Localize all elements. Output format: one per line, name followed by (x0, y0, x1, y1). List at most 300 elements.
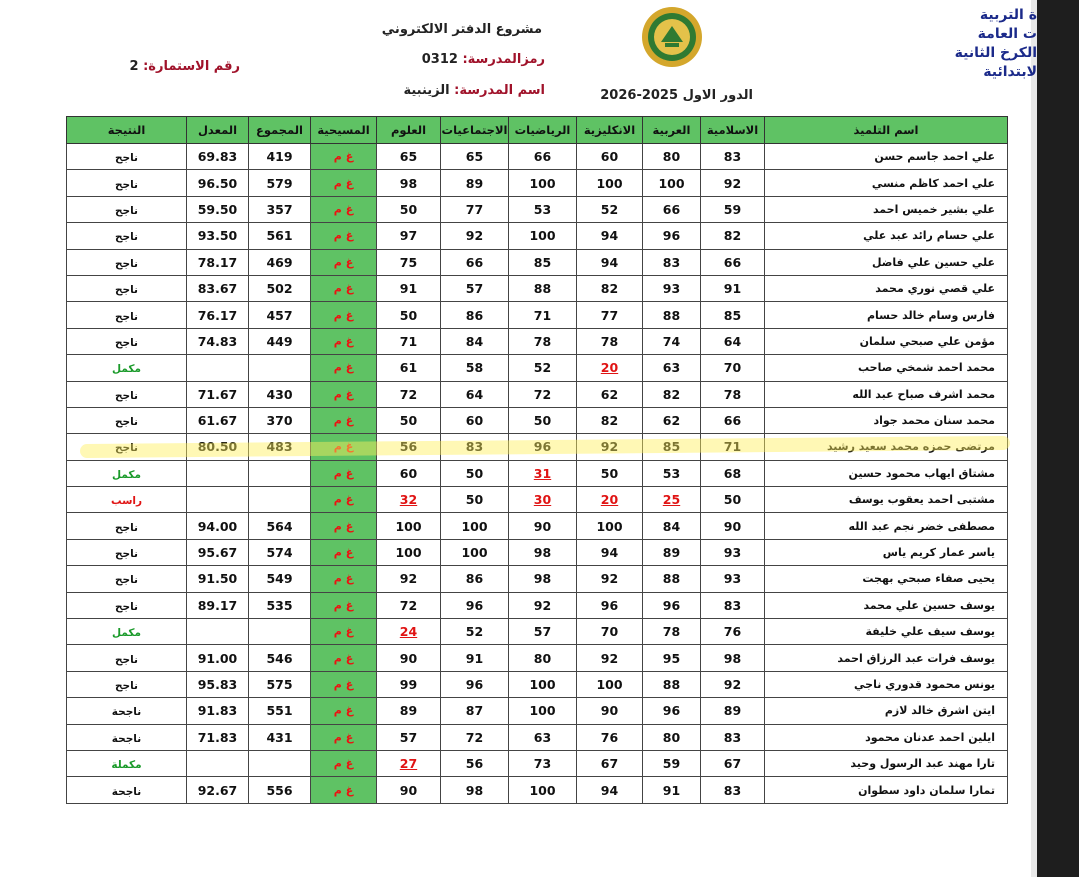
total-score-cell (249, 592, 311, 618)
result-status: ناجح (114, 600, 139, 613)
christian-grade-cell (311, 328, 377, 354)
islamic-grade: 91 (723, 281, 742, 297)
math-grade-cell (509, 671, 577, 697)
total-score: 546 (266, 650, 293, 666)
arabic-grade: 78 (662, 624, 681, 640)
arabic-grade-cell (643, 724, 701, 750)
table-row (67, 750, 1008, 776)
english-grade: 76 (600, 729, 619, 745)
social-grade-cell (441, 513, 509, 539)
average-score-cell (187, 539, 249, 565)
math-grade-cell (509, 566, 577, 592)
english-grade-cell (577, 381, 643, 407)
social-grade-cell (441, 724, 509, 750)
student-name: تمارا سلمان داود سطوان (858, 783, 995, 797)
math-grade: 100 (529, 703, 556, 719)
christian-grade: غ م (333, 704, 354, 718)
social-grade-cell (441, 645, 509, 671)
ministry-line: ت العامة (977, 26, 1037, 42)
social-grade: 91 (465, 650, 484, 666)
student-name-cell (765, 750, 1008, 776)
average-score-cell (187, 645, 249, 671)
student-name-cell (765, 539, 1008, 565)
english-grade-cell (577, 566, 643, 592)
total-score-cell (249, 328, 311, 354)
average-score-cell (187, 275, 249, 301)
total-score: 431 (266, 729, 293, 745)
islamic-grade: 82 (723, 228, 742, 244)
science-grade-cell (377, 671, 441, 697)
result-status: مكمل (111, 363, 142, 376)
english-grade-cell (577, 698, 643, 724)
english-grade: 92 (600, 650, 619, 666)
christian-grade: غ م (333, 546, 354, 560)
islamic-grade: 83 (723, 729, 742, 745)
christian-grade: غ م (333, 625, 354, 639)
math-grade-cell (509, 513, 577, 539)
student-name-cell (765, 671, 1008, 697)
total-score-cell (249, 566, 311, 592)
arabic-grade: 82 (662, 386, 681, 402)
science-grade: 56 (399, 439, 418, 455)
total-score-cell (249, 144, 311, 170)
student-name-cell (765, 619, 1008, 645)
arabic-grade-cell (643, 513, 701, 539)
christian-grade: غ م (333, 598, 354, 612)
science-grade-cell (377, 460, 441, 486)
science-grade: 75 (399, 254, 418, 270)
english-grade: 78 (600, 333, 619, 349)
math-grade-cell (509, 328, 577, 354)
result-status-cell (67, 355, 187, 381)
table-row (67, 328, 1008, 354)
result-status: ناجح (114, 653, 139, 666)
student-name-cell (765, 196, 1008, 222)
science-grade: 98 (399, 175, 418, 191)
result-status-cell (67, 698, 187, 724)
math-grade-cell (509, 144, 577, 170)
student-name-cell (765, 275, 1008, 301)
islamic-grade: 93 (723, 571, 742, 587)
average-score-cell (187, 460, 249, 486)
table-row (67, 671, 1008, 697)
science-grade: 90 (399, 650, 418, 666)
col-header-islamic: الاسلامية (701, 117, 765, 144)
science-grade-cell (377, 302, 441, 328)
total-score: 556 (266, 782, 293, 798)
math-grade: 31 (533, 465, 552, 481)
english-grade-cell (577, 355, 643, 381)
arabic-grade: 85 (662, 439, 681, 455)
islamic-grade-cell (701, 460, 765, 486)
total-score: 357 (266, 201, 293, 217)
science-grade-cell (377, 355, 441, 381)
table-row (67, 302, 1008, 328)
christian-grade: غ م (333, 730, 354, 744)
arabic-grade-cell (643, 592, 701, 618)
form-number-row (129, 59, 240, 74)
science-grade-cell (377, 487, 441, 513)
arabic-grade-cell (643, 302, 701, 328)
science-grade: 65 (399, 149, 418, 165)
islamic-grade: 64 (723, 333, 742, 349)
english-grade-cell (577, 460, 643, 486)
school-code-label: رمزالمدرسة: (462, 52, 545, 67)
social-grade: 86 (465, 571, 484, 587)
average-score-cell (187, 196, 249, 222)
student-name-cell (765, 170, 1008, 196)
project-title: مشروع الدفتر الالكتروني (381, 22, 542, 37)
science-grade-cell (377, 566, 441, 592)
islamic-grade-cell (701, 249, 765, 275)
result-status: ناجح (114, 680, 139, 692)
english-grade: 94 (600, 545, 619, 561)
islamic-grade-cell (701, 539, 765, 565)
form-number-label: رقم الاستمارة: (143, 59, 240, 74)
social-grade-cell (441, 487, 509, 513)
ministry-line: لابتدائية (983, 64, 1037, 80)
english-grade: 94 (600, 254, 619, 270)
result-status: ناجحة (111, 785, 142, 798)
average-score-cell (187, 407, 249, 433)
table-row (67, 539, 1008, 565)
result-status-cell (67, 328, 187, 354)
math-grade-cell (509, 407, 577, 433)
arabic-grade-cell (643, 407, 701, 433)
average-score: 80.50 (197, 439, 238, 455)
average-score: 93.50 (197, 228, 238, 244)
christian-grade: غ م (333, 334, 354, 348)
science-grade: 50 (399, 201, 418, 217)
english-grade-cell (577, 777, 643, 803)
islamic-grade-cell (701, 645, 765, 671)
result-status-cell (67, 592, 187, 618)
islamic-grade-cell (701, 223, 765, 249)
english-grade-cell (577, 302, 643, 328)
science-grade-cell (377, 698, 441, 724)
average-score-cell (187, 487, 249, 513)
table-row (67, 381, 1008, 407)
science-grade-cell (377, 750, 441, 776)
math-grade: 88 (533, 281, 552, 297)
social-grade: 66 (465, 254, 484, 270)
average-score: 94.00 (197, 518, 238, 534)
table-header-row (67, 117, 1008, 144)
christian-grade-cell (311, 144, 377, 170)
christian-grade: غ م (333, 150, 354, 164)
total-score: 370 (266, 413, 293, 429)
total-score: 561 (266, 228, 293, 244)
student-name: فارس وسام خالد حسام (866, 308, 995, 322)
social-grade-cell (441, 671, 509, 697)
christian-grade: غ م (333, 519, 354, 533)
christian-grade-cell (311, 460, 377, 486)
english-grade: 70 (600, 624, 619, 640)
total-score: 449 (266, 333, 293, 349)
student-name-cell (765, 487, 1008, 513)
table-row (67, 460, 1008, 486)
islamic-grade: 66 (723, 413, 742, 429)
table-row (67, 777, 1008, 803)
school-name-label: اسم المدرسة: (454, 83, 545, 98)
english-grade-cell (577, 328, 643, 354)
student-name: مشتاق ايهاب محمود حسين (848, 466, 995, 480)
science-grade-cell (377, 539, 441, 565)
math-grade: 90 (533, 518, 552, 534)
result-status: ناجح (114, 257, 139, 270)
result-status-cell (67, 777, 187, 803)
islamic-grade-cell (701, 750, 765, 776)
school-code-row (420, 52, 545, 67)
social-grade: 100 (461, 518, 488, 534)
christian-grade-cell (311, 750, 377, 776)
result-status: ناجح (114, 548, 139, 561)
student-name: يوسف فرات عبد الرزاق احمد (837, 651, 995, 665)
social-grade: 64 (465, 386, 484, 402)
result-status-cell (67, 381, 187, 407)
islamic-grade-cell (701, 566, 765, 592)
science-grade: 71 (399, 333, 418, 349)
english-grade: 100 (596, 518, 623, 534)
islamic-grade-cell (701, 144, 765, 170)
christian-grade: غ م (333, 229, 354, 243)
arabic-grade: 59 (662, 756, 681, 772)
islamic-grade-cell (701, 487, 765, 513)
social-grade-cell (441, 355, 509, 381)
social-grade: 52 (465, 624, 484, 640)
christian-grade-cell (311, 777, 377, 803)
christian-grade: غ م (333, 202, 354, 216)
total-score-cell (249, 671, 311, 697)
social-grade-cell (441, 592, 509, 618)
table-row (67, 355, 1008, 381)
social-grade-cell (441, 566, 509, 592)
social-grade: 57 (465, 281, 484, 297)
result-status: ناجحة (111, 732, 142, 745)
math-grade: 78 (533, 333, 552, 349)
average-score: 74.83 (197, 333, 238, 349)
total-score-cell (249, 645, 311, 671)
average-score: 91.00 (197, 650, 238, 666)
christian-grade-cell (311, 619, 377, 645)
christian-grade-cell (311, 724, 377, 750)
math-grade-cell (509, 381, 577, 407)
english-grade-cell (577, 196, 643, 222)
math-grade-cell (509, 724, 577, 750)
math-grade-cell (509, 223, 577, 249)
christian-grade-cell (311, 302, 377, 328)
result-status-cell (67, 249, 187, 275)
total-score-cell (249, 724, 311, 750)
ministry-line: الكرخ الثانية (954, 45, 1037, 61)
table-row (67, 645, 1008, 671)
math-grade-cell (509, 645, 577, 671)
average-score-cell (187, 328, 249, 354)
col-header-name: اسم التلميذ (765, 117, 1008, 144)
social-grade: 65 (465, 149, 484, 165)
islamic-grade: 98 (723, 650, 742, 666)
average-score: 83.67 (197, 281, 238, 297)
christian-grade: غ م (333, 282, 354, 296)
arabic-grade: 63 (662, 360, 681, 376)
arabic-grade-cell (643, 170, 701, 196)
col-header-arabic: العربية (643, 117, 701, 144)
average-score-cell (187, 592, 249, 618)
round-year-row (600, 88, 753, 103)
student-name-cell (765, 566, 1008, 592)
science-grade: 60 (399, 465, 418, 481)
student-name: ايتن اشرق خالد لازم (884, 704, 995, 718)
average-score-cell (187, 223, 249, 249)
math-grade-cell (509, 487, 577, 513)
student-name-cell (765, 592, 1008, 618)
arabic-grade-cell (643, 671, 701, 697)
christian-grade-cell (311, 671, 377, 697)
islamic-grade: 85 (723, 307, 742, 323)
arabic-grade-cell (643, 539, 701, 565)
total-score-cell (249, 407, 311, 433)
math-grade: 100 (529, 228, 556, 244)
islamic-grade: 92 (723, 175, 742, 191)
total-score-cell (249, 170, 311, 196)
math-grade: 63 (533, 729, 552, 745)
math-grade-cell (509, 539, 577, 565)
science-grade-cell (377, 407, 441, 433)
english-grade-cell (577, 671, 643, 697)
islamic-grade-cell (701, 592, 765, 618)
math-grade: 100 (529, 782, 556, 798)
arabic-grade-cell (643, 144, 701, 170)
arabic-grade: 91 (662, 782, 681, 798)
social-grade: 86 (465, 307, 484, 323)
result-status: ناجحة (111, 706, 142, 719)
arabic-grade: 80 (662, 729, 681, 745)
science-grade-cell (377, 275, 441, 301)
math-grade-cell (509, 777, 577, 803)
islamic-grade-cell (701, 355, 765, 381)
islamic-grade: 90 (723, 518, 742, 534)
arabic-grade-cell (643, 698, 701, 724)
total-score-cell (249, 777, 311, 803)
student-name: مرتضى حمزه محمد سعيد رشيد (826, 440, 995, 454)
result-status: ناجح (114, 152, 139, 165)
science-grade: 72 (399, 597, 418, 613)
student-name: علي احمد جاسم حسن (874, 150, 995, 164)
average-score: 96.50 (197, 175, 238, 191)
math-grade-cell (509, 355, 577, 381)
result-status: مكمل (111, 627, 142, 640)
total-score: 579 (266, 175, 293, 191)
arabic-grade-cell (643, 619, 701, 645)
student-name: محمد اشرف صباح عبد الله (852, 387, 995, 401)
math-grade: 98 (533, 571, 552, 587)
average-score: 71.67 (197, 386, 238, 402)
average-score-cell (187, 750, 249, 776)
science-grade-cell (377, 328, 441, 354)
christian-grade: غ م (333, 678, 354, 691)
total-score-cell (249, 223, 311, 249)
average-score-cell (187, 777, 249, 803)
islamic-grade-cell (701, 196, 765, 222)
math-grade: 98 (533, 545, 552, 561)
english-grade: 60 (600, 149, 619, 165)
result-status: مكملة (111, 759, 142, 772)
math-grade: 57 (533, 624, 552, 640)
social-grade-cell (441, 750, 509, 776)
arabic-grade: 89 (662, 545, 681, 561)
english-grade: 100 (596, 175, 623, 191)
student-name: علي احمد كاظم منسي (871, 176, 995, 190)
average-score-cell (187, 698, 249, 724)
ministry-header (955, 6, 1037, 82)
col-header-average: المعدل (187, 117, 249, 144)
math-grade: 53 (533, 201, 552, 217)
social-grade-cell (441, 196, 509, 222)
social-grade-cell (441, 144, 509, 170)
result-status-cell (67, 196, 187, 222)
math-grade: 100 (529, 175, 556, 191)
social-grade: 77 (465, 201, 484, 217)
christian-grade: غ م (333, 757, 354, 771)
math-grade: 100 (529, 677, 556, 692)
math-grade: 85 (533, 254, 552, 270)
english-grade-cell (577, 487, 643, 513)
arabic-grade-cell (643, 645, 701, 671)
social-grade: 60 (465, 413, 484, 429)
arabic-grade: 93 (662, 281, 681, 297)
col-header-math: الرياضيات (509, 117, 577, 144)
science-grade: 57 (399, 729, 418, 745)
science-grade: 32 (399, 492, 418, 508)
result-status-cell (67, 671, 187, 697)
arabic-grade: 88 (662, 307, 681, 323)
christian-grade-cell (311, 407, 377, 433)
arabic-grade: 96 (662, 228, 681, 244)
dark-border-strip (1037, 0, 1079, 877)
islamic-grade-cell (701, 698, 765, 724)
student-name: ياسر عمار كريم ياس (882, 546, 995, 560)
islamic-grade-cell (701, 513, 765, 539)
total-score: 551 (266, 703, 293, 719)
english-grade: 77 (600, 307, 619, 323)
science-grade: 100 (395, 518, 422, 534)
english-grade: 67 (600, 756, 619, 772)
islamic-grade-cell (701, 381, 765, 407)
total-score-cell (249, 487, 311, 513)
arabic-grade: 74 (662, 333, 681, 349)
social-grade: 58 (465, 360, 484, 376)
result-status: ناجح (114, 416, 139, 429)
student-name: مؤمن علي صبحي سلمان (859, 334, 995, 348)
christian-grade: غ م (333, 361, 354, 375)
math-grade-cell (509, 275, 577, 301)
christian-grade-cell (311, 196, 377, 222)
islamic-grade: 66 (723, 254, 742, 270)
islamic-grade-cell (701, 407, 765, 433)
english-grade: 20 (600, 492, 619, 508)
english-grade: 94 (600, 782, 619, 798)
social-grade-cell (441, 275, 509, 301)
social-grade-cell (441, 381, 509, 407)
table-row (67, 170, 1008, 196)
result-status: ناجح (114, 389, 139, 402)
christian-grade-cell (311, 539, 377, 565)
result-status-cell (67, 223, 187, 249)
form-number-value: 2 (129, 59, 139, 74)
total-score-cell (249, 196, 311, 222)
table-row (67, 249, 1008, 275)
english-grade: 92 (600, 439, 619, 455)
